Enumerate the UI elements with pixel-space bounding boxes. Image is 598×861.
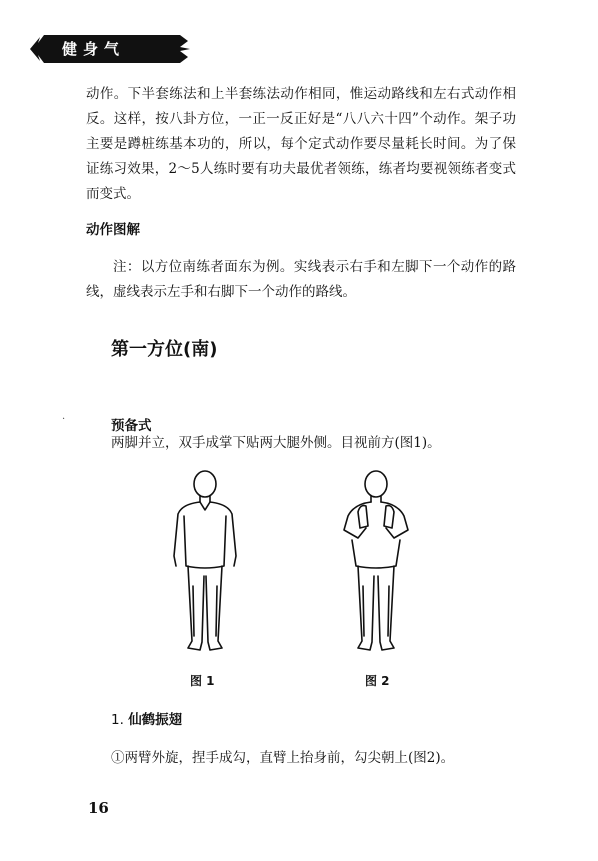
move-1-title: 仙鹤振翅 — [128, 712, 183, 728]
banner-text: 健身气 — [62, 40, 126, 58]
move-1-heading — [111, 708, 182, 728]
heading-diagram: 动作图解 — [86, 222, 140, 238]
figure-2-caption: 图 2 — [365, 674, 390, 688]
paragraph-prep: 两脚并立，双手成掌下贴两大腿外侧。目视前方(图1)。 — [111, 435, 441, 451]
paragraph-move-1-step-1: ①两臂外旋，捏手成勾，直臂上抬身前，勾尖朝上(图2)。 — [111, 750, 455, 766]
section-title: 第一方位(南) — [111, 339, 218, 360]
subheading-prep: 预备式 — [111, 418, 152, 434]
figure-1-caption: 图 1 — [190, 674, 215, 688]
page-number: 16 — [88, 799, 109, 817]
stray-mark: · — [62, 414, 66, 425]
figure-2-person-icon — [330, 466, 422, 666]
figure-1-person-icon — [160, 466, 250, 666]
move-1-number: 1. — [111, 712, 124, 728]
paragraph-intro: 动作。下半套练法和上半套练法动作相同，惟运动路线和左右式动作相反。这样，按八卦方位，一正一反正好是“八八六十四”个动作。架子功主要是蹲桩练基本功的，所以，每个定式动作要尽量耗长时间。为了保证练习效果，2～5人练时要有功夫最优者领练，练者均要视领练者变式而变式。 — [86, 86, 516, 202]
paragraph-note: 注：以方位南练者面东为例。实线表示右手和左脚下一个动作的路线，虚线表示左手和右脚下一个动作的路线。 — [86, 259, 516, 300]
